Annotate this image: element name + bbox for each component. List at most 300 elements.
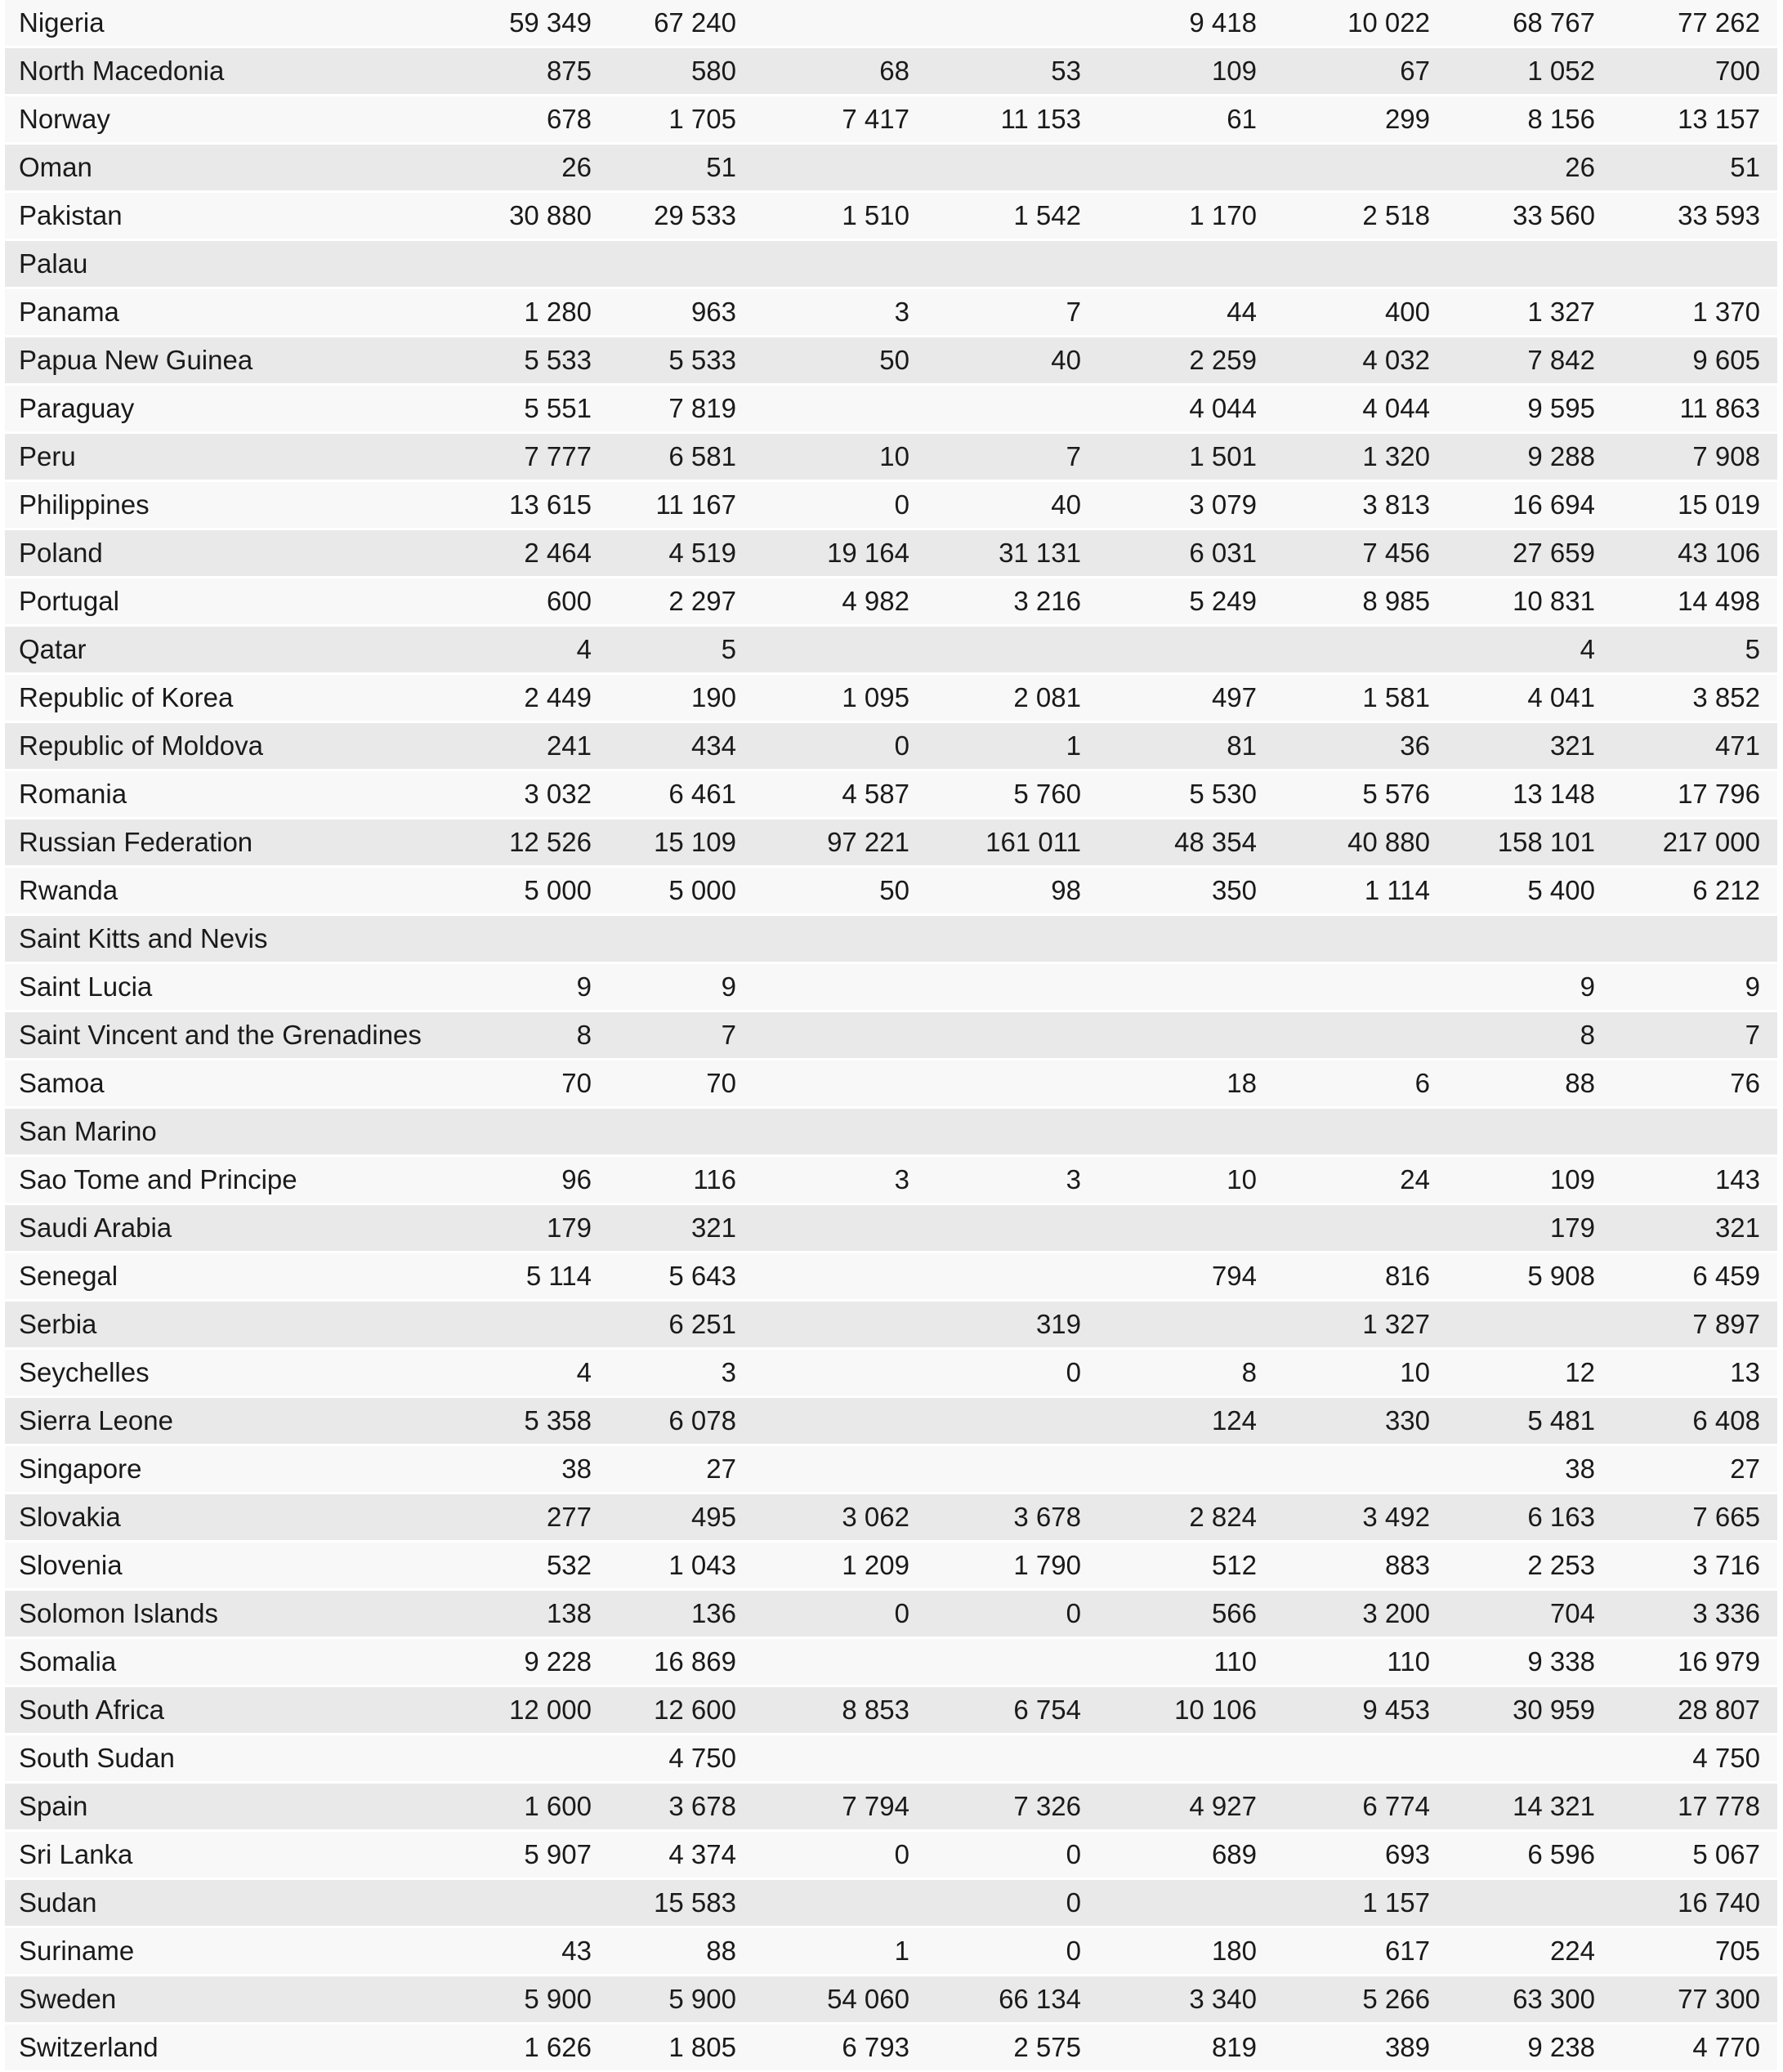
value-cell-3: 97 221 (827, 827, 909, 857)
value-cell-8: 1 370 (1692, 297, 1760, 327)
table-row (5, 2025, 1777, 2070)
value-cell-8: 6 212 (1692, 875, 1760, 905)
country-name: Slovenia (19, 1550, 123, 1580)
country-name: Sierra Leone (19, 1405, 173, 1436)
country-name: San Marino (19, 1116, 157, 1146)
country-name: Senegal (19, 1261, 118, 1291)
value-cell-8: 77 300 (1678, 1984, 1760, 2014)
value-cell-6: 6 774 (1362, 1791, 1430, 1821)
value-cell-7: 224 (1549, 1936, 1595, 1966)
value-cell-1: 1 600 (524, 1791, 592, 1821)
value-cell-2: 321 (690, 1212, 736, 1243)
value-cell-6: 3 813 (1362, 489, 1430, 520)
value-cell-5: 794 (1211, 1261, 1257, 1291)
table-row (5, 434, 1777, 480)
value-cell-2: 2 297 (668, 586, 736, 616)
value-cell-7: 27 659 (1513, 538, 1595, 568)
table-row (5, 1302, 1777, 1347)
value-cell-5: 109 (1211, 56, 1257, 86)
value-cell-8: 17 796 (1678, 779, 1760, 809)
value-cell-3: 1 510 (842, 200, 909, 230)
value-cell-8: 3 336 (1692, 1598, 1760, 1628)
country-name: Peru (19, 441, 76, 471)
value-cell-3: 4 982 (842, 586, 909, 616)
value-cell-2: 5 643 (668, 1261, 736, 1291)
value-cell-3: 7 794 (842, 1791, 909, 1821)
value-cell-6: 10 022 (1347, 7, 1430, 38)
value-cell-2: 1 805 (668, 2032, 736, 2062)
value-cell-6: 7 456 (1362, 538, 1430, 568)
country-name: Panama (19, 297, 119, 327)
country-name: Singapore (19, 1454, 142, 1484)
value-cell-2: 70 (706, 1068, 736, 1098)
value-cell-5: 10 (1227, 1164, 1257, 1195)
value-cell-8: 7 897 (1692, 1309, 1760, 1339)
table-row (5, 145, 1777, 190)
table-row (5, 1157, 1777, 1203)
value-cell-1: 70 (561, 1068, 592, 1098)
value-cell-1: 600 (546, 586, 592, 616)
value-cell-7: 9 (1580, 971, 1595, 1002)
value-cell-4: 161 011 (985, 827, 1081, 857)
value-cell-1: 5 000 (524, 875, 592, 905)
value-cell-3: 3 062 (842, 1502, 909, 1532)
country-name: Norway (19, 104, 110, 134)
value-cell-5: 10 106 (1174, 1695, 1257, 1725)
value-cell-2: 11 167 (655, 489, 736, 520)
value-cell-5: 1 501 (1189, 441, 1257, 471)
value-cell-6: 693 (1384, 1839, 1430, 1869)
value-cell-1: 5 114 (525, 1261, 592, 1291)
table-row (5, 1928, 1777, 1974)
value-cell-7: 16 694 (1513, 489, 1595, 520)
country-name: Saint Kitts and Nevis (19, 923, 268, 953)
table-row (5, 1446, 1777, 1492)
value-cell-8: 13 157 (1678, 104, 1760, 134)
value-cell-2: 9 (721, 971, 736, 1002)
value-cell-3: 0 (894, 1839, 909, 1869)
value-cell-7: 704 (1549, 1598, 1595, 1628)
country-name: Sudan (19, 1887, 97, 1918)
table-row (5, 482, 1777, 528)
value-cell-8: 28 807 (1678, 1695, 1760, 1725)
value-cell-7: 13 148 (1513, 779, 1595, 809)
value-cell-2: 1 705 (668, 104, 736, 134)
value-cell-5: 124 (1211, 1405, 1257, 1436)
value-cell-5: 6 031 (1189, 538, 1257, 568)
value-cell-8: 705 (1714, 1936, 1760, 1966)
value-cell-8: 5 (1745, 634, 1760, 664)
value-cell-6: 1 327 (1362, 1309, 1430, 1339)
country-name: Slovakia (19, 1502, 121, 1532)
value-cell-4: 0 (1066, 1887, 1081, 1918)
value-cell-1: 2 449 (524, 682, 592, 712)
value-cell-2: 15 109 (654, 827, 736, 857)
value-cell-1: 4 (576, 634, 592, 664)
value-cell-2: 6 581 (668, 441, 736, 471)
value-cell-8: 14 498 (1678, 586, 1760, 616)
value-cell-3: 1 209 (842, 1550, 909, 1580)
country-name: Republic of Korea (19, 682, 234, 712)
value-cell-5: 18 (1227, 1068, 1257, 1098)
value-cell-7: 8 156 (1527, 104, 1595, 134)
value-cell-2: 3 678 (668, 1791, 736, 1821)
country-name: Pakistan (19, 200, 123, 230)
table-row (5, 1639, 1777, 1685)
value-cell-7: 5 400 (1527, 875, 1595, 905)
value-cell-1: 179 (546, 1212, 592, 1243)
value-cell-7: 8 (1580, 1020, 1595, 1050)
country-name: Somalia (19, 1646, 117, 1677)
country-name: Portugal (19, 586, 119, 616)
value-cell-6: 8 985 (1362, 586, 1430, 616)
value-cell-7: 158 101 (1497, 827, 1595, 857)
table-row (5, 48, 1777, 94)
value-cell-6: 3 492 (1362, 1502, 1430, 1532)
value-cell-4: 0 (1066, 1357, 1081, 1387)
table-row (5, 771, 1777, 817)
value-cell-2: 7 819 (668, 393, 736, 423)
value-cell-8: 16 979 (1678, 1646, 1760, 1677)
value-cell-1: 2 464 (524, 538, 592, 568)
value-cell-8: 9 605 (1692, 345, 1760, 375)
value-cell-3: 68 (879, 56, 909, 86)
table-row (5, 1976, 1777, 2022)
country-name: Saint Lucia (19, 971, 153, 1002)
value-cell-5: 3 340 (1189, 1984, 1257, 2014)
value-cell-6: 3 200 (1362, 1598, 1430, 1628)
table-row (5, 627, 1777, 672)
value-cell-2: 6 461 (668, 779, 736, 809)
value-cell-5: 44 (1227, 297, 1257, 327)
table-row (5, 1253, 1777, 1299)
value-cell-2: 12 600 (654, 1695, 736, 1725)
value-cell-3: 3 (894, 1164, 909, 1195)
value-cell-8: 51 (1730, 152, 1760, 182)
value-cell-6: 1 114 (1364, 875, 1430, 905)
value-cell-1: 7 777 (524, 441, 592, 471)
value-cell-7: 5 481 (1527, 1405, 1595, 1436)
country-name: Papua New Guinea (19, 345, 253, 375)
value-cell-7: 1 052 (1527, 56, 1595, 86)
country-name: Sri Lanka (19, 1839, 133, 1869)
country-name: Saint Vincent and the Grenadines (19, 1020, 422, 1050)
value-cell-6: 9 453 (1362, 1695, 1430, 1725)
value-cell-4: 1 790 (1013, 1550, 1081, 1580)
value-cell-8: 7 665 (1692, 1502, 1760, 1532)
value-cell-2: 29 533 (654, 200, 736, 230)
value-cell-5: 5 249 (1189, 586, 1257, 616)
value-cell-4: 5 760 (1013, 779, 1081, 809)
table-row (5, 1591, 1777, 1637)
value-cell-1: 3 032 (524, 779, 592, 809)
value-cell-7: 26 (1565, 152, 1595, 182)
value-cell-5: 512 (1211, 1550, 1257, 1580)
value-cell-8: 3 716 (1692, 1550, 1760, 1580)
value-cell-8: 13 (1730, 1357, 1760, 1387)
value-cell-1: 26 (561, 152, 592, 182)
value-cell-7: 9 238 (1527, 2032, 1595, 2062)
value-cell-5: 81 (1227, 730, 1257, 761)
value-cell-8: 7 908 (1692, 441, 1760, 471)
value-cell-5: 110 (1213, 1646, 1257, 1677)
value-cell-7: 30 959 (1513, 1695, 1595, 1725)
country-name: South Africa (19, 1695, 164, 1725)
table-row (5, 1543, 1777, 1588)
value-cell-7: 4 (1580, 634, 1595, 664)
value-cell-6: 816 (1384, 1261, 1430, 1291)
value-cell-4: 319 (1035, 1309, 1081, 1339)
value-cell-5: 180 (1211, 1936, 1257, 1966)
value-cell-3: 7 417 (842, 104, 909, 134)
value-cell-7: 109 (1549, 1164, 1595, 1195)
value-cell-8: 6 408 (1692, 1405, 1760, 1436)
value-cell-2: 16 869 (654, 1646, 736, 1677)
country-name: Poland (19, 538, 103, 568)
value-cell-8: 700 (1714, 56, 1760, 86)
value-cell-7: 2 253 (1527, 1550, 1595, 1580)
value-cell-4: 98 (1051, 875, 1081, 905)
value-cell-2: 6 078 (668, 1405, 736, 1436)
table-row (5, 675, 1777, 721)
value-cell-1: 875 (546, 56, 592, 86)
value-cell-8: 15 019 (1678, 489, 1760, 520)
value-cell-2: 5 (721, 634, 736, 664)
value-cell-3: 1 (894, 1936, 909, 1966)
value-cell-2: 1 043 (668, 1550, 736, 1580)
value-cell-8: 3 852 (1692, 682, 1760, 712)
country-name: Romania (19, 779, 127, 809)
value-cell-1: 532 (546, 1550, 592, 1580)
value-cell-7: 9 338 (1527, 1646, 1595, 1677)
value-cell-2: 116 (693, 1164, 736, 1195)
value-cell-2: 3 (721, 1357, 736, 1387)
table-row (5, 1880, 1777, 1926)
table-row (5, 289, 1777, 335)
value-cell-1: 678 (546, 104, 592, 134)
value-cell-2: 51 (706, 152, 736, 182)
value-cell-4: 31 131 (999, 538, 1081, 568)
value-cell-4: 66 134 (999, 1984, 1081, 2014)
value-cell-4: 6 754 (1013, 1695, 1081, 1725)
value-cell-2: 6 251 (668, 1309, 736, 1339)
value-cell-3: 8 853 (842, 1695, 909, 1725)
value-cell-7: 38 (1565, 1454, 1595, 1484)
value-cell-8: 77 262 (1678, 7, 1760, 38)
value-cell-4: 3 678 (1013, 1502, 1081, 1532)
table-row (5, 1109, 1777, 1154)
table-row (5, 337, 1777, 383)
value-cell-7: 68 767 (1513, 7, 1595, 38)
table-row (5, 1350, 1777, 1395)
country-name: Saudi Arabia (19, 1212, 172, 1243)
value-cell-1: 1 626 (524, 2032, 592, 2062)
value-cell-8: 143 (1714, 1164, 1760, 1195)
table-row (5, 723, 1777, 769)
value-cell-8: 321 (1714, 1212, 1760, 1243)
country-name: South Sudan (19, 1743, 175, 1773)
value-cell-8: 17 778 (1678, 1791, 1760, 1821)
value-cell-6: 10 (1400, 1357, 1430, 1387)
value-cell-1: 5 907 (524, 1839, 592, 1869)
value-cell-6: 330 (1384, 1405, 1430, 1436)
value-cell-5: 4 044 (1189, 393, 1257, 423)
value-cell-7: 63 300 (1513, 1984, 1595, 2014)
table-row (5, 1012, 1777, 1058)
value-cell-2: 27 (706, 1454, 736, 1484)
value-cell-2: 88 (706, 1936, 736, 1966)
country-name: Russian Federation (19, 827, 253, 857)
value-cell-4: 2 081 (1013, 682, 1081, 712)
table-row (5, 868, 1777, 913)
value-cell-1: 5 358 (524, 1405, 592, 1436)
value-cell-5: 4 927 (1189, 1791, 1257, 1821)
country-name: Palau (19, 248, 88, 279)
value-cell-4: 7 326 (1013, 1791, 1081, 1821)
value-cell-7: 9 288 (1527, 441, 1595, 471)
value-cell-3: 1 095 (842, 682, 909, 712)
value-cell-2: 190 (690, 682, 736, 712)
value-cell-3: 3 (894, 297, 909, 327)
country-name: Philippines (19, 489, 150, 520)
value-cell-6: 1 320 (1362, 441, 1430, 471)
value-cell-5: 2 824 (1189, 1502, 1257, 1532)
table-row (5, 193, 1777, 239)
value-cell-6: 4 032 (1362, 345, 1430, 375)
value-cell-5: 819 (1211, 2032, 1257, 2062)
country-name: Sao Tome and Principe (19, 1164, 297, 1195)
value-cell-6: 299 (1384, 104, 1430, 134)
value-cell-6: 24 (1400, 1164, 1430, 1195)
value-cell-5: 61 (1227, 104, 1257, 134)
country-name: Solomon Islands (19, 1598, 218, 1628)
value-cell-7: 33 560 (1513, 200, 1595, 230)
country-name: Rwanda (19, 875, 118, 905)
country-name: Seychelles (19, 1357, 150, 1387)
value-cell-8: 5 067 (1692, 1839, 1760, 1869)
value-cell-1: 43 (561, 1936, 592, 1966)
value-cell-4: 7 (1066, 441, 1081, 471)
value-cell-6: 67 (1400, 56, 1430, 86)
value-cell-7: 7 842 (1527, 345, 1595, 375)
value-cell-5: 8 (1241, 1357, 1257, 1387)
value-cell-4: 1 542 (1013, 200, 1081, 230)
value-cell-2: 4 750 (668, 1743, 736, 1773)
value-cell-8: 4 750 (1692, 1743, 1760, 1773)
value-cell-3: 50 (879, 345, 909, 375)
value-cell-1: 241 (546, 730, 592, 761)
value-cell-8: 9 (1745, 971, 1760, 1002)
table-row (5, 819, 1777, 865)
value-cell-1: 277 (546, 1502, 592, 1532)
value-cell-5: 689 (1211, 1839, 1257, 1869)
value-cell-7: 1 327 (1527, 297, 1595, 327)
table-row (5, 1687, 1777, 1733)
value-cell-3: 0 (894, 730, 909, 761)
value-cell-6: 5 576 (1362, 779, 1430, 809)
table-row (5, 1061, 1777, 1106)
value-cell-2: 5 000 (668, 875, 736, 905)
value-cell-8: 4 770 (1692, 2032, 1760, 2062)
value-cell-2: 5 533 (668, 345, 736, 375)
country-name: North Macedonia (19, 56, 225, 86)
value-cell-1: 12 000 (509, 1695, 592, 1725)
table-row (5, 241, 1777, 287)
value-cell-3: 0 (894, 1598, 909, 1628)
value-cell-1: 9 (576, 971, 592, 1002)
value-cell-6: 40 880 (1347, 827, 1430, 857)
value-cell-6: 2 518 (1362, 200, 1430, 230)
value-cell-3: 6 793 (842, 2032, 909, 2062)
value-cell-4: 2 575 (1013, 2032, 1081, 2062)
value-cell-3: 19 164 (827, 538, 909, 568)
value-cell-2: 580 (690, 56, 736, 86)
value-cell-4: 40 (1051, 489, 1081, 520)
country-name: Nigeria (19, 7, 105, 38)
country-name: Spain (19, 1791, 88, 1821)
value-cell-7: 6 596 (1527, 1839, 1595, 1869)
table-row (5, 386, 1777, 431)
country-name: Switzerland (19, 2032, 159, 2062)
value-cell-5: 497 (1211, 682, 1257, 712)
value-cell-2: 434 (690, 730, 736, 761)
value-cell-1: 38 (561, 1454, 592, 1484)
value-cell-6: 110 (1387, 1646, 1430, 1677)
value-cell-8: 16 740 (1678, 1887, 1760, 1918)
value-cell-4: 53 (1051, 56, 1081, 86)
value-cell-4: 0 (1066, 1598, 1081, 1628)
value-cell-2: 136 (690, 1598, 736, 1628)
table-row (5, 1832, 1777, 1878)
table-row (5, 1205, 1777, 1251)
value-cell-5: 5 530 (1189, 779, 1257, 809)
value-cell-1: 96 (561, 1164, 592, 1195)
table-row (5, 1494, 1777, 1540)
value-cell-1: 8 (576, 1020, 592, 1050)
country-name: Suriname (19, 1936, 135, 1966)
table-row (5, 96, 1777, 142)
value-cell-5: 2 259 (1189, 345, 1257, 375)
value-cell-7: 14 321 (1513, 1791, 1595, 1821)
value-cell-6: 36 (1400, 730, 1430, 761)
table-row (5, 964, 1777, 1010)
table-row (5, 530, 1777, 576)
value-cell-6: 1 157 (1362, 1887, 1430, 1918)
value-cell-6: 6 (1414, 1068, 1430, 1098)
value-cell-4: 0 (1066, 1839, 1081, 1869)
table-row (5, 0, 1777, 46)
value-cell-8: 33 593 (1678, 200, 1760, 230)
value-cell-4: 40 (1051, 345, 1081, 375)
value-cell-1: 1 280 (524, 297, 592, 327)
value-cell-6: 5 266 (1362, 1984, 1430, 2014)
value-cell-2: 495 (690, 1502, 736, 1532)
value-cell-4: 3 (1066, 1164, 1081, 1195)
table-row (5, 1735, 1777, 1781)
value-cell-8: 11 863 (1679, 393, 1760, 423)
value-cell-7: 4 041 (1527, 682, 1595, 712)
value-cell-2: 5 900 (668, 1984, 736, 2014)
value-cell-3: 54 060 (827, 1984, 909, 2014)
country-name: Republic of Moldova (19, 730, 263, 761)
value-cell-8: 471 (1714, 730, 1760, 761)
value-cell-6: 1 581 (1362, 682, 1430, 712)
table-row (5, 578, 1777, 624)
value-cell-4: 11 153 (1000, 104, 1081, 134)
value-cell-1: 9 228 (524, 1646, 592, 1677)
value-cell-6: 389 (1384, 2032, 1430, 2062)
value-cell-7: 88 (1565, 1068, 1595, 1098)
